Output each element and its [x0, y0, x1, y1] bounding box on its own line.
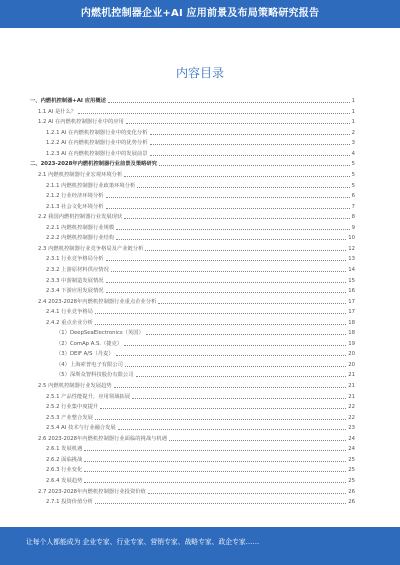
toc-entry-label: （2）ComAp A.S.（捷克） [56, 340, 123, 347]
toc-entry[interactable] [30, 179, 355, 188]
toc-entry[interactable] [30, 285, 355, 294]
toc-leader-dots [159, 164, 350, 166]
toc-leader-dots [106, 259, 347, 261]
toc-entry-label: 2.5 内燃机控制器行业发展趋势 [38, 383, 112, 390]
toc-leader-dots [116, 354, 347, 356]
toc-entry[interactable] [30, 475, 355, 484]
toc-leader-dots [106, 207, 350, 209]
toc-leader-dots [106, 281, 347, 283]
report-title: 内燃机控制器企业+AI 应用前景及布局策略研究报告 [80, 8, 320, 19]
toc-entry-label: （1）DeepSeaElectronics（英国） [56, 330, 144, 337]
toc-entry-page: 13 [348, 256, 355, 263]
toc-leader-dots [145, 249, 346, 251]
toc-leader-dots [118, 428, 347, 430]
toc-entry-label: 2.7 2023-2028年内燃机控制器行业投资价值 [38, 488, 146, 495]
toc-leader-dots [95, 312, 346, 314]
toc-entry[interactable] [30, 348, 355, 357]
toc-leader-dots [169, 439, 346, 441]
toc-leader-dots [84, 449, 346, 451]
toc-entry-label: 2.5.2 行业集中度提升 [46, 404, 99, 411]
toc-entry-page: 1 [351, 108, 355, 115]
toc-leader-dots [132, 397, 346, 399]
toc-entry-page: 24 [348, 446, 355, 453]
toc-entry-page: 22 [348, 414, 355, 421]
toc-entry[interactable] [30, 274, 355, 283]
toc-leader-dots [126, 122, 350, 124]
toc-entry-label: 2.5.1 产品性能提升，应用领域拓展 [46, 393, 131, 400]
toc-leader-dots [116, 238, 346, 240]
toc-entry[interactable] [30, 127, 355, 136]
toc-entry[interactable] [30, 317, 355, 326]
toc-entry-page: 18 [348, 330, 355, 337]
toc-entry[interactable] [30, 306, 355, 315]
toc-entry-label: 2.6 2023-2028年内燃机控制器行业面临的挑战与机遇 [38, 435, 168, 442]
toc-leader-dots [125, 365, 346, 367]
toc-entry[interactable] [30, 496, 355, 505]
toc-entry-page: 5 [351, 161, 355, 168]
toc-entry-page: 26 [348, 488, 355, 495]
toc-entry-label: 2.3.2 上游原材料供应情况 [46, 266, 109, 273]
toc-entry[interactable] [30, 253, 355, 262]
toc-entry-page: 17 [348, 309, 355, 316]
toc-entry-page: 25 [348, 467, 355, 474]
toc-entry-label: 2.4 2023-2028年内燃机控制器行业重点企业分析 [38, 298, 157, 305]
toc-leader-dots [95, 418, 346, 420]
toc-entry-label: 2.2.2 内燃机控制器行业结构 [46, 235, 115, 242]
toc-leader-dots [116, 228, 349, 230]
toc-entry-page: 26 [348, 499, 355, 506]
toc-entry[interactable] [30, 137, 355, 146]
toc-entry-page: 12 [348, 245, 355, 252]
toc-entry-label: （3）DEIF A/S（丹麦） [56, 351, 114, 358]
toc-entry-page: 4 [351, 150, 355, 157]
toc-entry[interactable] [30, 232, 355, 241]
toc-entry-page: 21 [348, 383, 355, 390]
toc-entry-label: 2.3.1 行业竞争格局分析 [46, 256, 104, 263]
toc-leader-dots [124, 175, 349, 177]
toc-entry-page: 8 [351, 214, 355, 221]
toc-leader-dots [78, 112, 349, 114]
toc-leader-dots [106, 291, 347, 293]
toc-entry-label: 1.2.1 AI 在内燃机控制器行业中的变化分析 [46, 129, 148, 136]
toc-entry-page: 10 [348, 235, 355, 242]
toc-entry-page: 22 [348, 404, 355, 411]
toc-entry[interactable] [30, 222, 355, 231]
toc-leader-dots [148, 492, 346, 494]
toc-entry-label: 2.1 内燃机控制器行业宏观环境分析 [38, 172, 123, 179]
toc-leader-dots [146, 333, 346, 335]
toc-entry-page: 20 [348, 361, 355, 368]
toc-entry-page: 24 [348, 435, 355, 442]
toc-entry-label: 2.2 我国内燃机控制器行业发展现状 [38, 214, 123, 221]
toc-leader-dots [95, 323, 346, 325]
toc-entry-page: 18 [348, 319, 355, 326]
toc-entry[interactable] [30, 211, 355, 220]
toc-entry-label: （4）上海索普电子有限公司 [56, 361, 123, 368]
toc-entry[interactable] [30, 369, 355, 378]
table-of-contents [30, 95, 355, 510]
toc-leader-dots [95, 502, 346, 504]
toc-entry-page: 5 [351, 182, 355, 189]
toc-entry[interactable] [30, 454, 355, 463]
toc-leader-dots [108, 101, 350, 103]
toc-entry-label: 2.2.1 内燃机控制器行业规模 [46, 224, 115, 231]
toc-entry-page: 21 [348, 372, 355, 379]
toc-entry-page: 16 [348, 288, 355, 295]
toc-entry-label: 1.2.3 AI 在内燃机控制器行业中的发展前景 [46, 150, 148, 157]
toc-leader-dots [84, 481, 346, 483]
footer-slogan: 让每个人都能成为 企业专家、行业专家、营销专家、战略专家、政企专家…… [26, 538, 260, 546]
toc-entry-page: 21 [348, 393, 355, 400]
toc-entry[interactable] [30, 422, 355, 431]
toc-entry-label: 2.1.2 行业经济环境分析 [46, 193, 104, 200]
toc-entry-label: 2.5.4 AI 技术与行业融合发展 [46, 425, 116, 432]
toc-entry-page: 25 [348, 477, 355, 484]
toc-leader-dots [114, 386, 347, 388]
toc-entry[interactable] [30, 116, 355, 125]
toc-entry-label: 2.6.3 行业变化 [46, 467, 83, 474]
toc-entry[interactable] [30, 243, 355, 252]
toc-entry-page: 25 [348, 456, 355, 463]
toc-entry[interactable] [30, 201, 355, 210]
toc-leader-dots [111, 270, 346, 272]
toc-entry[interactable] [30, 464, 355, 473]
toc-entry-page: 1 [351, 119, 355, 126]
toc-entry-label: 2.3 内燃机控制器行业竞争格局及产业链分析 [38, 245, 144, 252]
toc-entry[interactable] [30, 338, 355, 347]
toc-leader-dots [84, 460, 346, 462]
toc-entry-label: 2.3.4 下游应用发展情况 [46, 288, 104, 295]
toc-entry-label: 2.5.3 产业整合发展 [46, 414, 93, 421]
toc-entry-label: 一、内燃机控制器+AI 应用概述 [30, 98, 106, 105]
toc-entry-page: 17 [348, 298, 355, 305]
toc-entry[interactable] [30, 327, 355, 336]
toc-entry[interactable] [30, 485, 355, 494]
toc-entry-label: 2.1.3 社会文化环境分析 [46, 203, 104, 210]
toc-entry-label: 2.6.1 发展机遇 [46, 446, 83, 453]
toc-entry-page: 6 [351, 193, 355, 200]
toc-entry-page: 9 [351, 224, 355, 231]
toc-entry[interactable] [30, 412, 355, 421]
toc-entry-label: 2.6.2 面临挑战 [46, 456, 83, 463]
toc-leader-dots [100, 407, 346, 409]
toc-entry-page: 5 [351, 172, 355, 179]
toc-heading: 内容目录 [175, 66, 224, 80]
toc-leader-dots [84, 470, 346, 472]
toc-entry-label: 2.4.1 行业竞争格局 [46, 309, 93, 316]
toc-entry-page: 15 [348, 277, 355, 284]
toc-entry[interactable] [30, 443, 355, 452]
toc-entry-page: 20 [348, 351, 355, 358]
toc-leader-dots [150, 143, 350, 145]
toc-entry-page: 14 [348, 266, 355, 273]
toc-entry[interactable] [30, 264, 355, 273]
toc-entry-page: 3 [351, 140, 355, 147]
toc-entry-label: 2.3.3 中游制造发展情况 [46, 277, 104, 284]
toc-entry[interactable] [30, 359, 355, 368]
toc-leader-dots [158, 302, 346, 304]
toc-entry-label: 2.7.1 投资价值分析 [46, 499, 93, 506]
toc-entry-label: 1.2 AI 在内燃机控制器行业中的应用 [38, 119, 124, 126]
toc-entry[interactable] [30, 106, 355, 115]
toc-entry-label: 2.6.4 发展趋势 [46, 477, 83, 484]
toc-entry[interactable] [30, 401, 355, 410]
toc-entry-page: 7 [351, 203, 355, 210]
toc-leader-dots [137, 186, 349, 188]
toc-entry-label: 1.2.2 AI 在内燃机控制器行业中的优势分析 [46, 140, 148, 147]
toc-entry[interactable] [30, 95, 355, 104]
toc-entry[interactable] [30, 158, 355, 167]
toc-leader-dots [124, 217, 349, 219]
toc-entry-label: 二、2023-2028年内燃机控制器行业前景及策略研究 [30, 161, 158, 168]
toc-leader-dots [124, 344, 346, 346]
toc-entry-page: 2 [351, 129, 355, 136]
toc-entry[interactable] [30, 295, 355, 304]
toc-entry[interactable] [30, 390, 355, 399]
toc-entry[interactable] [30, 169, 355, 178]
toc-entry-label: 2.4.2 重点企业分析 [46, 319, 93, 326]
toc-leader-dots [150, 133, 350, 135]
toc-entry[interactable] [30, 433, 355, 442]
toc-entry[interactable] [30, 190, 355, 199]
toc-leader-dots [150, 154, 350, 156]
toc-entry-page: 1 [351, 98, 355, 105]
toc-entry[interactable] [30, 380, 355, 389]
toc-entry-page: 23 [348, 425, 355, 432]
toc-leader-dots [136, 375, 347, 377]
toc-entry-label: 2.1.1 内燃机控制器行业政策环境分析 [46, 182, 136, 189]
toc-entry[interactable] [30, 148, 355, 157]
toc-leader-dots [106, 196, 350, 198]
toc-entry-label: （5）深圳众智科技股份有限公司 [56, 372, 134, 379]
toc-entry-label: 1.1 AI 是什么？ [38, 108, 77, 115]
toc-entry-page: 19 [348, 340, 355, 347]
